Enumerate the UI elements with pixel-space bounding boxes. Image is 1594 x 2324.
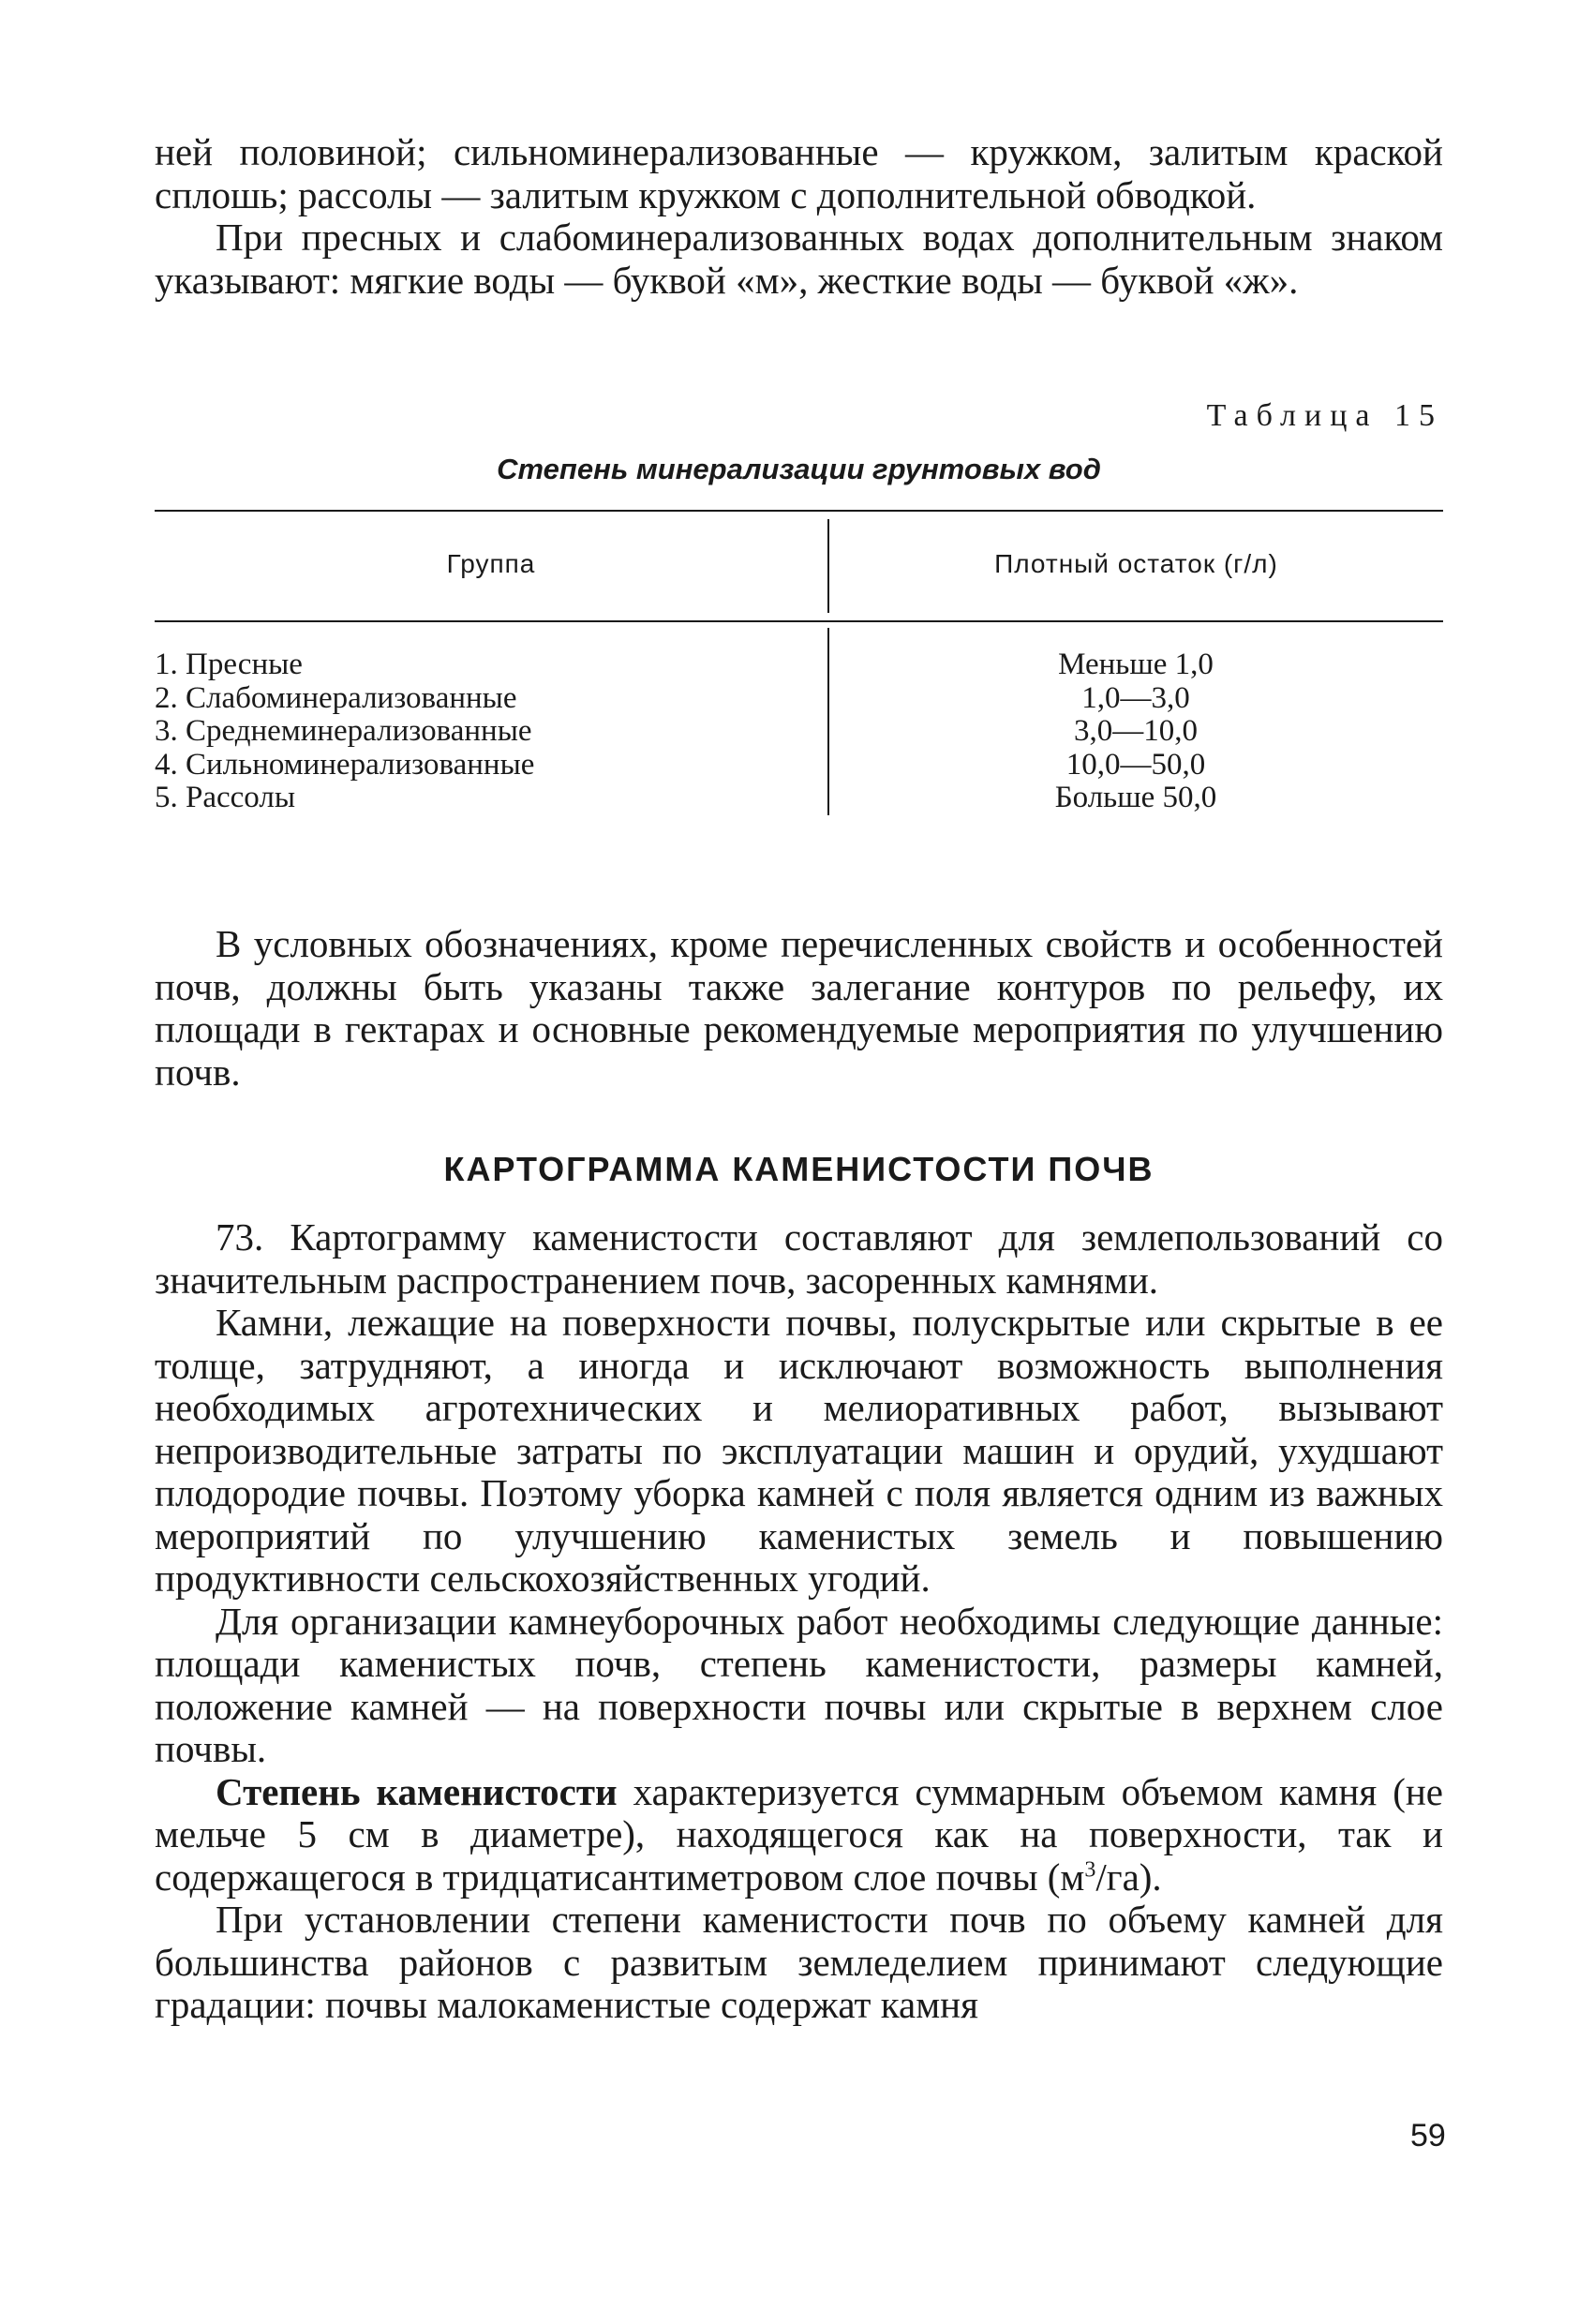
paragraph: Камни, лежащие на поверхности почвы, полускрытые или скрытые в ее толще, затрудняют, а иногда и исключают возможность выполнения необходимых агротехнических и мелиоративных работ, вызывают непроизводительные затраты по эксплуатации машин и орудий, ухудшают плодородие почвы. Поэтому уборка камней с поля является одним из важных мероприятий по улучшению каменистых земель и повышению продуктивности сельскохозяйственных угодий. bbox=[155, 1301, 1443, 1600]
table-header-residue: Плотный остаток (г/л) bbox=[994, 549, 1278, 578]
body-text-block bbox=[155, 1216, 1443, 2027]
top-text-block bbox=[155, 131, 1443, 302]
table-title: Степень минерализации грунтовых вод bbox=[497, 453, 1101, 485]
paragraph-text-end: /га). bbox=[1095, 1855, 1162, 1899]
table-top-rule bbox=[155, 510, 1443, 512]
table-group-column bbox=[155, 648, 534, 815]
table-header-rule bbox=[155, 620, 1443, 622]
mineralization-table bbox=[155, 510, 1443, 819]
table-cell-group: 4. Сильноминерализованные bbox=[155, 747, 535, 782]
paragraph: Для организации камнеуборочных работ необходимы следующие данные: площади каменистых почв, степень каменистости, размеры камней, положение камней — на поверхности почвы или скрытые в верхнем слое почвы. bbox=[155, 1599, 1443, 1770]
paragraph-text: характеризуется суммарным объемом камня (не мельче 5 см в диаметре), находящегося как на поверхности, так и содержащегося в тридцатисантиметровом слое почвы (м bbox=[155, 1769, 1443, 1899]
table-cell-group: 1. Пресные bbox=[155, 648, 303, 681]
after-table-block bbox=[155, 923, 1443, 1094]
table-cell-group: 5. Рассолы bbox=[155, 781, 295, 814]
paragraph: ней половиной; сильноминерализованные — кружком, залитым краской сплошь; рассолы — залитым кружком с дополнительной обводкой. bbox=[155, 130, 1443, 216]
paragraph: При установлении степени каменистости почв по объему камней для большинства районов с развитым земледелием принимают следующие градации: почвы малокаменистые содержат камня bbox=[155, 1898, 1443, 2026]
paragraph: При пресных и слабоминерализованных водах дополнительным знаком указывают: мягкие воды — буквой «м», жесткие воды — буквой «ж». bbox=[155, 216, 1443, 302]
table-cell-residue: Меньше 1,0 bbox=[1058, 648, 1214, 681]
page-number: 59 bbox=[1410, 2118, 1446, 2153]
table-cell-group: 3. Среднеминерализованные bbox=[155, 714, 532, 748]
table-label: Таблица 15 bbox=[1206, 398, 1443, 433]
paragraph: 73. Картограмму каменистости составляют для землепользований со значительным распространением почв, засоренных камнями. bbox=[155, 1215, 1443, 1302]
bold-term: Степень каменистости bbox=[216, 1769, 618, 1813]
table-cell-residue: 10,0—50,0 bbox=[1065, 747, 1206, 782]
table-residue-column bbox=[828, 648, 1443, 815]
table-cell-residue: 1,0—3,0 bbox=[1081, 680, 1190, 715]
paragraph-stoniness bbox=[155, 1771, 1443, 1899]
paragraph: В условных обозначениях, кроме перечисленных свойств и особенностей почв, должны быть указаны также залегание контуров по рельефу, их площади в гектарах и основные рекомендуемые мероприятия по улучшению почв. bbox=[155, 922, 1443, 1094]
table-header-group: Группа bbox=[446, 549, 536, 578]
table-cell-residue: 3,0—10,0 bbox=[1074, 714, 1198, 748]
table-cell-residue: Больше 50,0 bbox=[1054, 781, 1217, 814]
table-cell-group: 2. Слабоминерализованные bbox=[155, 680, 517, 715]
superscript: 3 bbox=[1084, 1856, 1096, 1882]
section-heading: КАРТОГРАММА КАМЕНИСТОСТИ ПОЧВ bbox=[443, 1150, 1155, 1188]
